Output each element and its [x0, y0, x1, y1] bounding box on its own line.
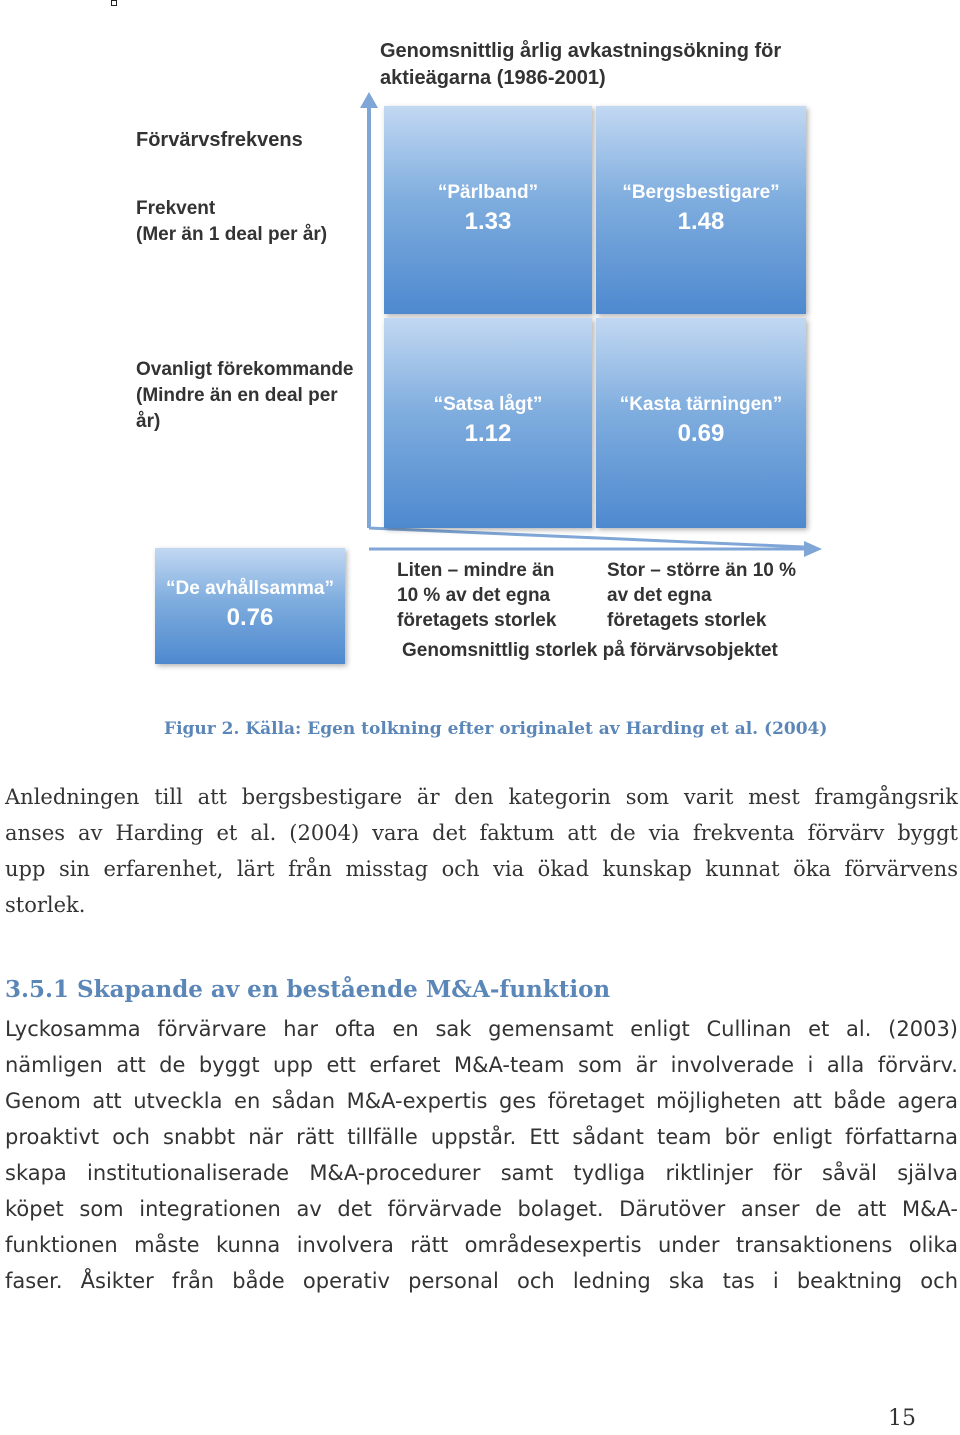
x-large-line: Stor – större än 10 % — [607, 560, 797, 581]
quadrant-label: “Satsa lågt” — [433, 394, 543, 415]
paragraph-line: proaktivt och snabbt när rätt tillfälle uppstår. Ett sådant team bör enligt författarna — [5, 1125, 958, 1149]
x-large-line: företagets storlek — [607, 610, 767, 631]
section-heading: 3.5.1 Skapande av en bestående M&A-funktion — [5, 976, 611, 1003]
y-axis-low-label — [136, 357, 371, 435]
x-axis-large-label — [607, 558, 796, 633]
figure-caption: Figur 2. Källa: Egen tolkning efter originalet av Harding et al. (2004) — [164, 719, 828, 739]
paragraph-line: funktionen måste kunna involvera rätt områdesexpertis under transaktionens olika — [5, 1233, 958, 1257]
paragraph-1 — [5, 779, 958, 923]
paragraph-line: Lyckosamma förvärvare har ofta en sak gemensamt enligt Cullinan et al. (2003) — [5, 1017, 958, 1041]
quadrant-de-avhallsamma — [155, 548, 345, 664]
quadrant-bergsbestigare — [596, 106, 806, 314]
paragraph-2 — [5, 1011, 958, 1299]
quadrant-parlband — [384, 106, 592, 314]
quadrant-value: 1.48 — [677, 208, 725, 235]
quadrant-value: 0.69 — [677, 420, 725, 447]
quadrant-label: “De avhållsamma” — [166, 578, 334, 599]
figure-title: Genomsnittlig årlig avkastningsökning för aktieägarna (1986-2001) — [380, 40, 782, 89]
paragraph-line: storlek. — [5, 893, 86, 917]
quadrant-label: “Kasta tärningen” — [619, 394, 783, 415]
paragraph-line: Anledningen till att bergsbestigare är den kategorin som varit mest framgångsrik — [5, 785, 958, 809]
y-low-line: Ovanligt förekommande — [136, 359, 354, 380]
paragraph-line: upp sin erfarenhet, lärt från misstag och via ökad kunskap kunnat öka förvärvens — [5, 857, 958, 881]
x-small-line: Liten – mindre än — [397, 560, 555, 581]
y-high-line: (Mer än 1 deal per år) — [136, 224, 328, 245]
y-low-line: år) — [136, 411, 161, 432]
x-large-line: av det egna — [607, 585, 712, 606]
x-axis-line — [369, 528, 804, 547]
quadrant-satsa-lagt — [384, 318, 592, 528]
paragraph-line: Genom att utveckla en sådan M&A-expertis ges företaget möjligheten att både agera — [5, 1089, 958, 1113]
quadrant-value: 1.33 — [464, 208, 512, 235]
y-high-line: Frekvent — [136, 198, 216, 219]
paragraph-line: faser. Åsikter från både operativ personal och ledning ska tas i beaktning och — [5, 1269, 958, 1293]
x-small-line: företagets storlek — [397, 610, 557, 631]
paragraph-line: nämligen att de byggt upp ett erfaret M&A-team som är involverade i alla förvärv. — [5, 1053, 958, 1077]
x-axis-small-label — [397, 558, 556, 633]
quadrant-kasta-tarningen — [596, 318, 806, 528]
quadrant-label: “Pärlband” — [437, 182, 539, 203]
figure-matrix — [0, 0, 960, 680]
x-axis-arrowhead — [804, 541, 822, 557]
page-number: 15 — [888, 1406, 916, 1431]
paragraph-line: köpet som integrationen av det förvärvade bolaget. Därutöver anser de att M&A- — [5, 1197, 958, 1221]
paragraph-line: anses av Harding et al. (2004) vara det faktum att de via frekventa förvärv byggt — [5, 821, 958, 845]
y-low-line: (Mindre än en deal per — [136, 385, 338, 406]
y-axis-arrowhead — [360, 92, 378, 108]
y-axis-title: Förvärvsfrekvens — [136, 129, 303, 151]
paragraph-line: skapa institutionaliserade M&A-procedurer samt tydliga riktlinjer för såväl själva — [5, 1161, 958, 1185]
quadrant-value: 1.12 — [464, 420, 512, 447]
y-axis-high-label — [136, 196, 327, 248]
quadrant-value: 0.76 — [226, 604, 274, 631]
quadrant-label: “Bergsbestigare” — [622, 182, 780, 203]
x-small-line: 10 % av det egna — [397, 585, 551, 606]
x-axis-title: Genomsnittlig storlek på förvärvsobjektet — [402, 640, 778, 661]
